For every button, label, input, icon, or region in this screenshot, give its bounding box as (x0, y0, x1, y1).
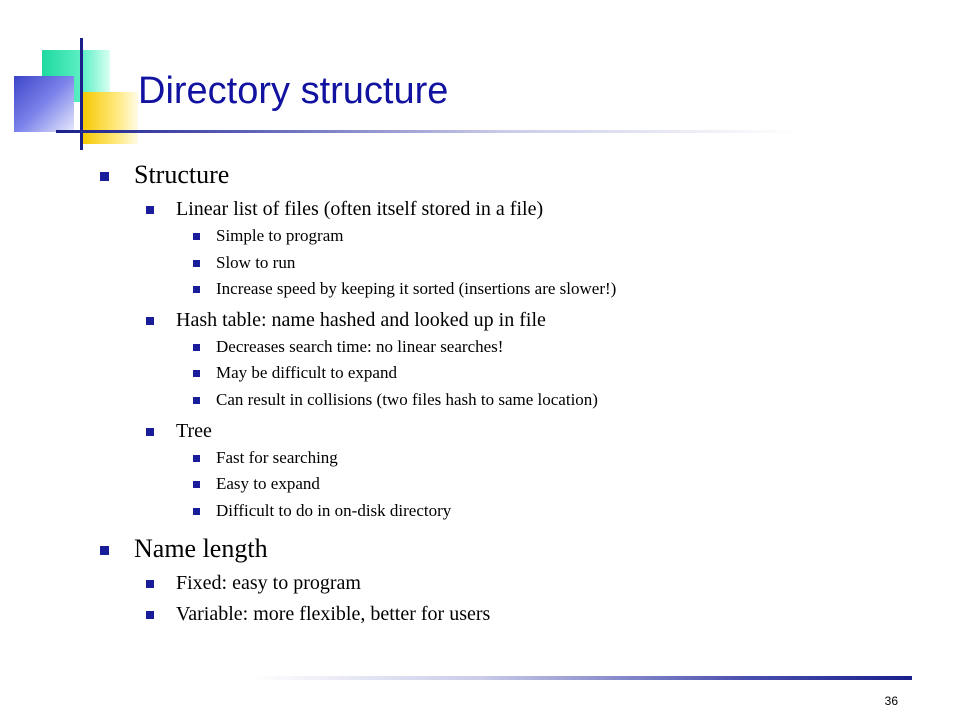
bullet-text: Fixed: easy to program (176, 572, 361, 595)
bullet-text: Difficult to do in on-disk directory (216, 500, 452, 520)
bullet-level1 (100, 532, 920, 566)
bullet-text: May be difficult to expand (216, 363, 397, 383)
bullet-text: Variable: more flexible, better for users (176, 603, 491, 626)
bullet-text: Hash table: name hashed and looked up in file (176, 308, 546, 331)
bullet-text: Simple to program (216, 226, 344, 245)
bullet-level2 (100, 196, 920, 223)
bullet-level2 (100, 570, 920, 597)
square-bullet-icon (193, 370, 200, 377)
square-bullet-icon (100, 546, 109, 555)
footer-accent-line (250, 676, 912, 680)
logo-yellow-square (82, 92, 138, 144)
bullet-level3 (100, 334, 920, 361)
bullet-level2 (100, 418, 920, 445)
bullet-level2 (100, 601, 920, 628)
bullet-level1 (100, 158, 920, 192)
square-bullet-icon (193, 397, 200, 404)
slide-logo-decoration (0, 0, 140, 160)
bullet-level3 (100, 445, 920, 472)
bullet-text: Decreases search time: no linear searches! (216, 336, 504, 356)
square-bullet-icon (193, 455, 200, 462)
bullet-level3 (100, 223, 920, 250)
slide-content (100, 158, 920, 628)
page-number: 36 (884, 694, 898, 708)
bullet-text: Linear list of files (often itself stored in a file) (176, 198, 544, 220)
logo-blue-square (14, 76, 74, 132)
bullet-text: Fast for searching (216, 447, 338, 467)
bullet-text: Increase speed by keeping it sorted (insertions are slower!) (216, 279, 617, 299)
square-bullet-icon (193, 260, 200, 267)
bullet-text: Easy to expand (216, 474, 320, 494)
square-bullet-icon (146, 611, 154, 619)
bullet-level3 (100, 498, 920, 525)
bullet-text: Slow to run (216, 252, 296, 272)
bullet-text: Name length (134, 534, 268, 564)
bullet-level3 (100, 471, 920, 498)
square-bullet-icon (146, 206, 154, 214)
logo-vertical-line (80, 38, 83, 150)
bullet-level3 (100, 276, 920, 303)
square-bullet-icon (193, 286, 200, 293)
title-underline (56, 130, 796, 133)
bullet-level3 (100, 250, 920, 277)
square-bullet-icon (193, 233, 200, 240)
square-bullet-icon (100, 172, 109, 181)
bullet-level3 (100, 387, 920, 414)
bullet-text: Can result in collisions (two files hash to same location) (216, 389, 598, 409)
square-bullet-icon (193, 344, 200, 351)
square-bullet-icon (193, 508, 200, 515)
square-bullet-icon (146, 580, 154, 588)
slide-title: Directory structure (138, 70, 449, 112)
square-bullet-icon (146, 428, 154, 436)
bullet-text: Structure (134, 160, 230, 189)
bullet-level2 (100, 307, 920, 334)
bullet-level3 (100, 360, 920, 387)
square-bullet-icon (193, 481, 200, 488)
square-bullet-icon (146, 317, 154, 325)
bullet-text: Tree (176, 419, 212, 442)
